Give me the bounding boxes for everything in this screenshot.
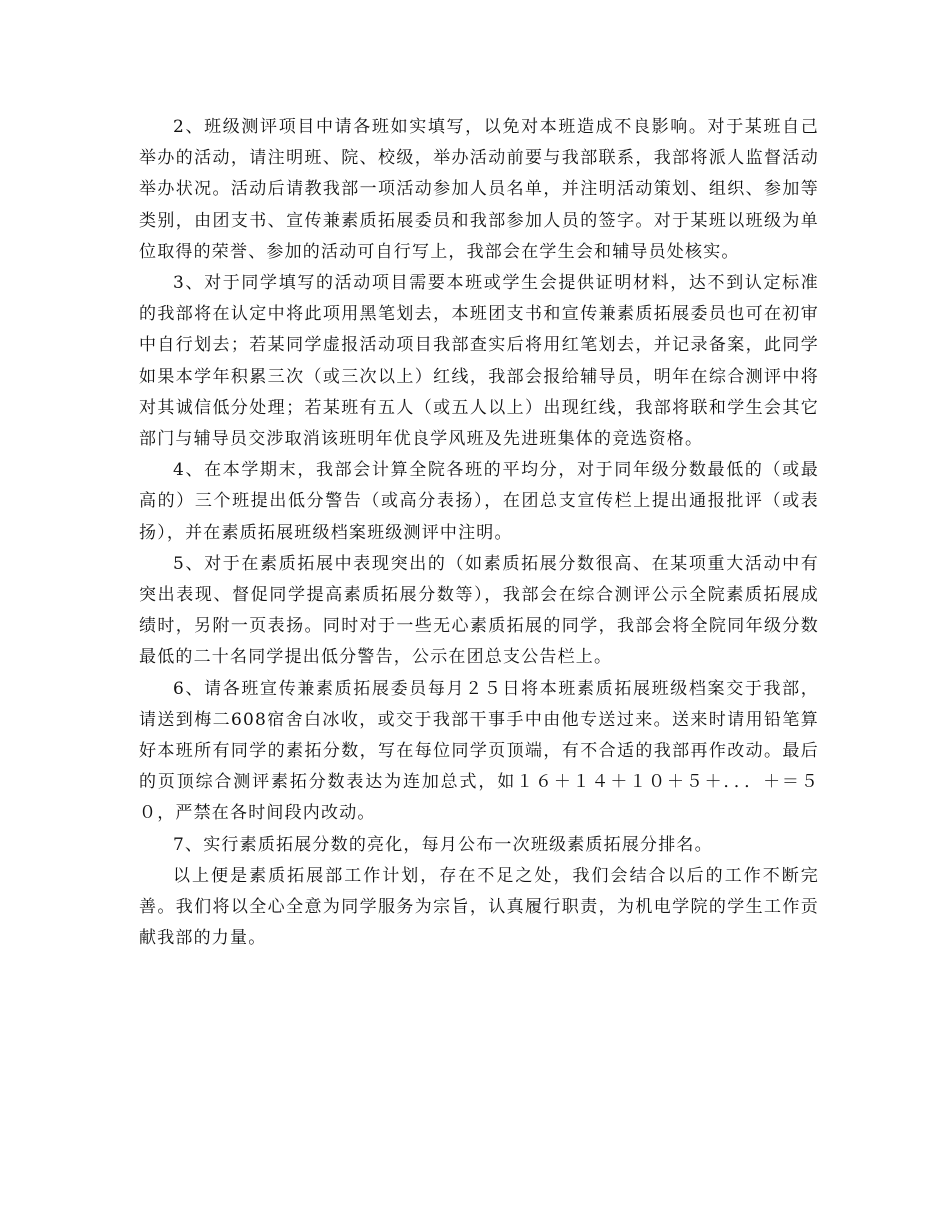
paragraph-item-6: 6、请各班宣传兼素质拓展委员每月２５日将本班素质拓展班级档案交于我部，请送到梅二608宿舍白冰收，或交于我部干事手中由他专送过来。送来时请用铅笔算好本班所有同学的素拓分数，写在每位同学页顶端，有不合适的我部再作改动。最后的页顶综合测评素拓分数表达为连加总式，如１６＋１４＋１０＋５＋．．．＋＝５０，严禁在各时间段内改动。 xyxy=(139,678,819,824)
paragraph-item-4: 4、在本学期末，我部会计算全院各班的平均分，对于同年级分数最低的（或最高的）三个班提出低分警告（或高分表扬），在团总支宣传栏上提出通报批评（或表扬），并在素质拓展班级档案班级测评中注明。 xyxy=(139,460,819,543)
paragraph-item-7: 7、实行素质拓展分数的亮化，每月公布一次班级素质拓展分排名。 xyxy=(173,834,713,855)
paragraph-item-3: 3、对于同学填写的活动项目需要本班或学生会提供证明材料，达不到认定标准的我部将在认定中将此项用黑笔划去，本班团支书和宣传兼素质拓展委员也可在初审中自行划去；若某同学虚报活动项目我部查实后将用红笔划去，并记录备案，此同学如果本学年积累三次（或三次以上）红线，我部会报给辅导员，明年在综合测评中将对其诚信低分处理；若某班有五人（或五人以上）出现红线，我部将联和学生会其它部门与辅导员交涉取消该班明年优良学风班及先进班集体的竞选资格。 xyxy=(139,273,819,450)
paragraph-conclusion: 以上便是素质拓展部工作计划，存在不足之处，我们会结合以后的工作不断完善。我们将以全心全意为同学服务为宗旨，认真履行职责，为机电学院的学生工作贡献我部的力量。 xyxy=(139,865,819,949)
paragraph-item-2: 2、班级测评项目中请各班如实填写，以免对本班造成不良影响。对于某班自己举办的活动，请注明班、院、校级，举办活动前要与我部联系，我部将派人监督活动举办状况。活动后请教我部一项活动参加人员名单，并注明活动策划、组织、参加等类别，由团支书、宣传兼素质拓展委员和我部参加人员的签字。对于某班以班级为单位取得的荣誉、参加的活动可自行写上，我部会在学生会和辅导员处核实。 xyxy=(139,117,819,262)
document-body xyxy=(139,112,819,954)
paragraph-item-5: 5、对于在素质拓展中表现突出的（如素质拓展分数很高、在某项重大活动中有突出表现、督促同学提高素质拓展分数等），我部会在综合测评公示全院素质拓展成绩时，另附一页表扬。同时对于一些无心素质拓展的同学，我部会将全院同年级分数最低的二十名同学提出低分警告，公示在团总支公告栏上。 xyxy=(139,553,819,668)
